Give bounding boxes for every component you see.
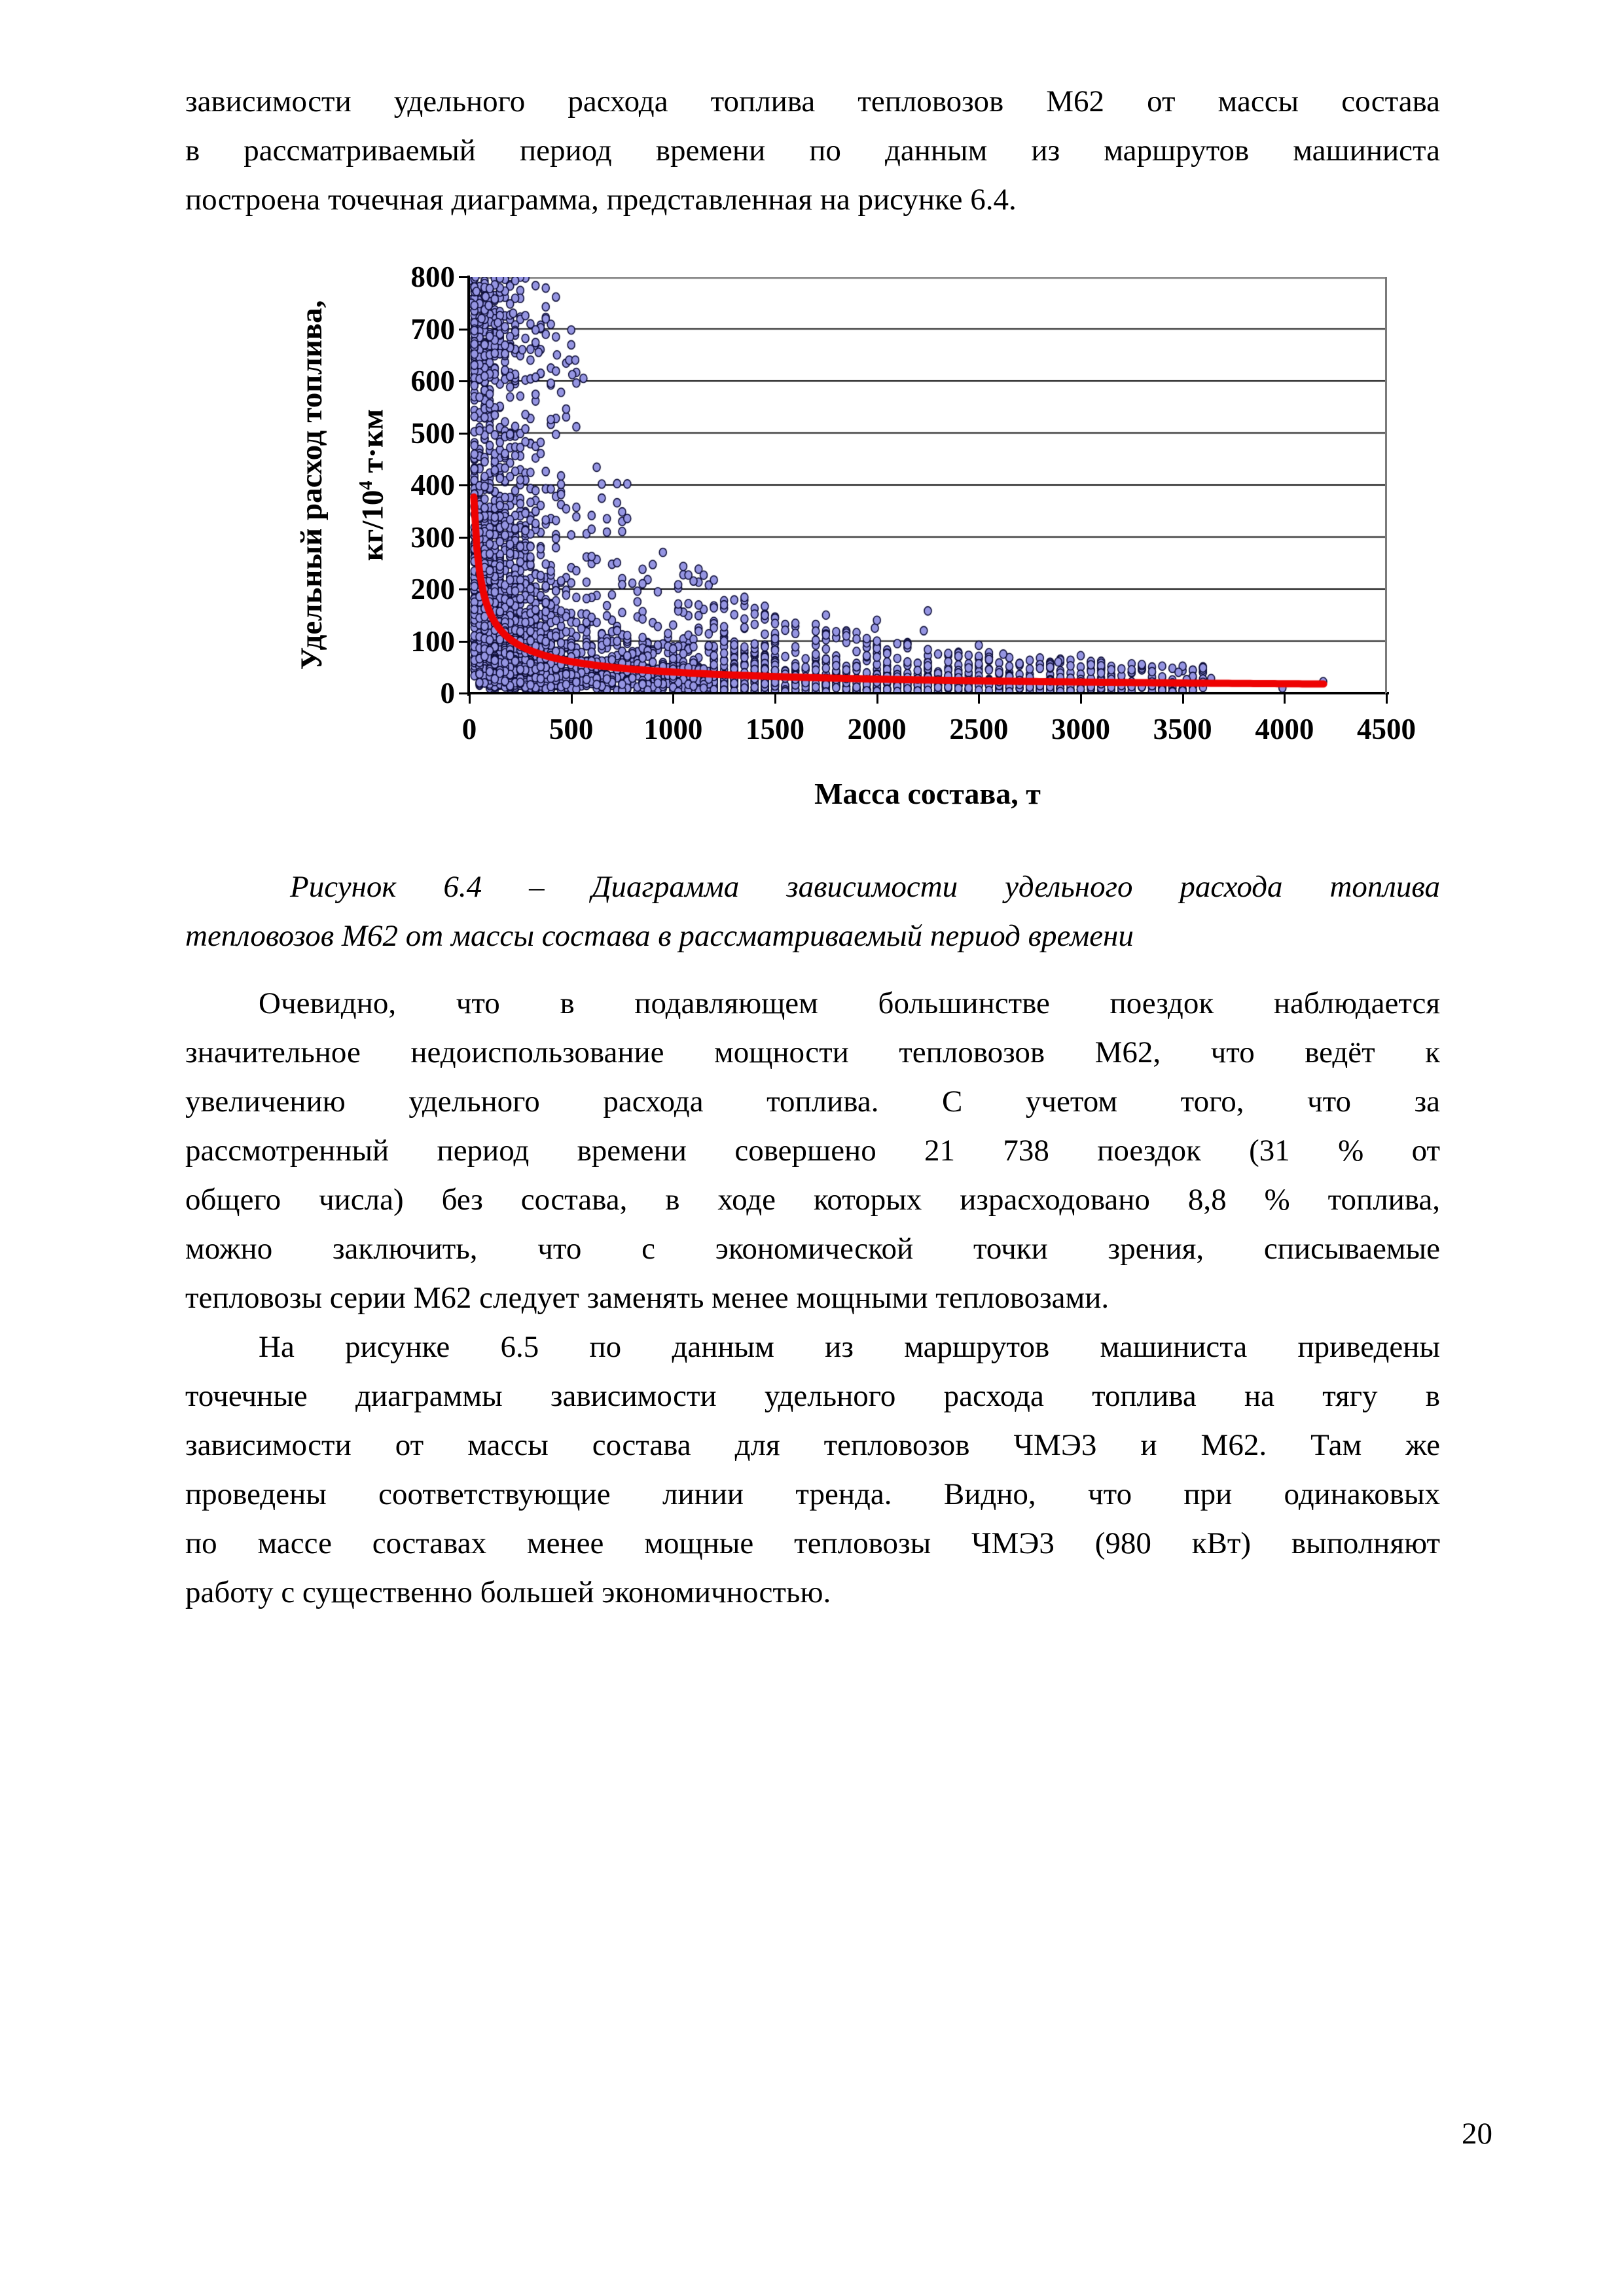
y-tick-mark <box>459 380 469 382</box>
text-line: в рассматриваемый период времени по данным из маршрутов машиниста <box>185 134 1440 168</box>
y-tick-mark <box>459 641 469 643</box>
y-tick-mark <box>459 692 469 694</box>
figure-caption <box>185 863 1440 961</box>
x-tick-label: 4500 <box>1357 713 1416 745</box>
x-tick-label: 0 <box>461 713 477 745</box>
text-line: работу с существенно большей экономичностью. <box>185 1575 831 1609</box>
x-tick-label: 2000 <box>847 713 907 745</box>
x-tick-mark <box>469 693 471 704</box>
y-tick-label: 500 <box>410 416 455 450</box>
text-line: Рисунок 6.4 – Диаграмма зависимости удельного расхода топлива <box>290 870 1440 904</box>
x-tick-mark <box>1284 693 1286 704</box>
x-tick-label: 1500 <box>746 713 804 745</box>
x-tick-label: 500 <box>549 713 594 745</box>
text-line: зависимости от массы состава для тепловозов ЧМЭ3 и М62. Там же <box>185 1428 1440 1462</box>
plot-right-border <box>1385 277 1387 694</box>
text-line: можно заключить, что с экономической точки зрения, списываемые <box>185 1232 1440 1266</box>
scatter-plot-canvas <box>469 277 1386 693</box>
x-tick-mark <box>1386 693 1388 704</box>
text-line: построена точечная диаграмма, представленная на рисунке 6.4. <box>185 183 1017 217</box>
y-tick-mark <box>459 537 469 539</box>
y-tick-label: 800 <box>410 260 455 293</box>
y-axis-title-line1: Удельный расход топлива, <box>295 300 329 670</box>
x-tick-mark <box>1080 693 1082 704</box>
y-tick-mark <box>459 276 469 278</box>
x-tick-mark <box>571 693 573 704</box>
text-line: точечные диаграммы зависимости удельного расхода топлива на тягу в <box>185 1379 1440 1413</box>
text-line: Очевидно, что в подавляющем большинстве поездок наблюдается <box>259 986 1440 1020</box>
y-tick-mark <box>459 484 469 486</box>
y-tick-label: 100 <box>410 624 455 658</box>
text-line: тепловозов М62 от массы состава в рассматриваемый период времени <box>185 919 1134 953</box>
x-axis-title: Масса состава, т <box>814 777 1041 810</box>
x-tick-mark <box>1182 693 1184 704</box>
text-line: рассмотренный период времени совершено 21 738 поездок (31 % от <box>185 1134 1440 1168</box>
text-line: тепловозы серии М62 следует заменять менее мощными тепловозами. <box>185 1281 1110 1315</box>
x-tick-label: 3500 <box>1153 713 1212 745</box>
text-line: значительное недоиспользование мощности тепловозов М62, что ведёт к <box>185 1035 1440 1069</box>
page-number: 20 <box>1462 2117 1492 2151</box>
y-tick-label: 700 <box>410 312 455 346</box>
paragraph-figure65 <box>185 1323 1440 1617</box>
x-axis-line <box>467 692 1389 694</box>
y-axis-title-line2: $кг/10^4$ т·км <box>355 408 390 562</box>
text-line: увеличению удельного расхода топлива. С учетом того, что за <box>185 1085 1440 1119</box>
text-line: проведены соответствующие линии тренда. Видно, что при одинаковых <box>185 1477 1440 1511</box>
x-tick-label: 2500 <box>949 713 1009 745</box>
x-tick-label: 1000 <box>643 713 703 745</box>
paragraph-intro <box>185 77 1440 224</box>
x-tick-mark <box>978 693 980 704</box>
text-line: зависимости удельного расхода топлива тепловозов М62 от массы состава <box>185 84 1440 118</box>
x-tick-mark <box>876 693 878 704</box>
text-line: общего числа) без состава, в ходе которых израсходовано 8,8 % топлива, <box>185 1183 1440 1217</box>
x-tick-label: 3000 <box>1051 713 1110 745</box>
y-tick-label: 600 <box>410 365 455 397</box>
y-tick-mark <box>459 433 469 435</box>
y-tick-mark <box>459 329 469 331</box>
x-tick-mark <box>672 693 674 704</box>
y-tick-label: 200 <box>410 573 455 605</box>
x-tick-mark <box>774 693 776 704</box>
y-tick-mark <box>459 588 469 590</box>
y-tick-label: 300 <box>410 520 455 554</box>
text-line: по массе составах менее мощные тепловозы ЧМЭ3 (980 кВт) выполняют <box>185 1526 1440 1560</box>
y-tick-label: 400 <box>410 469 455 501</box>
paragraph-conclusion <box>185 979 1440 1323</box>
text-line: На рисунке 6.5 по данным из маршрутов машиниста приведены <box>259 1330 1440 1364</box>
x-tick-label: 4000 <box>1255 713 1314 745</box>
y-tick-label: 0 <box>440 677 455 709</box>
